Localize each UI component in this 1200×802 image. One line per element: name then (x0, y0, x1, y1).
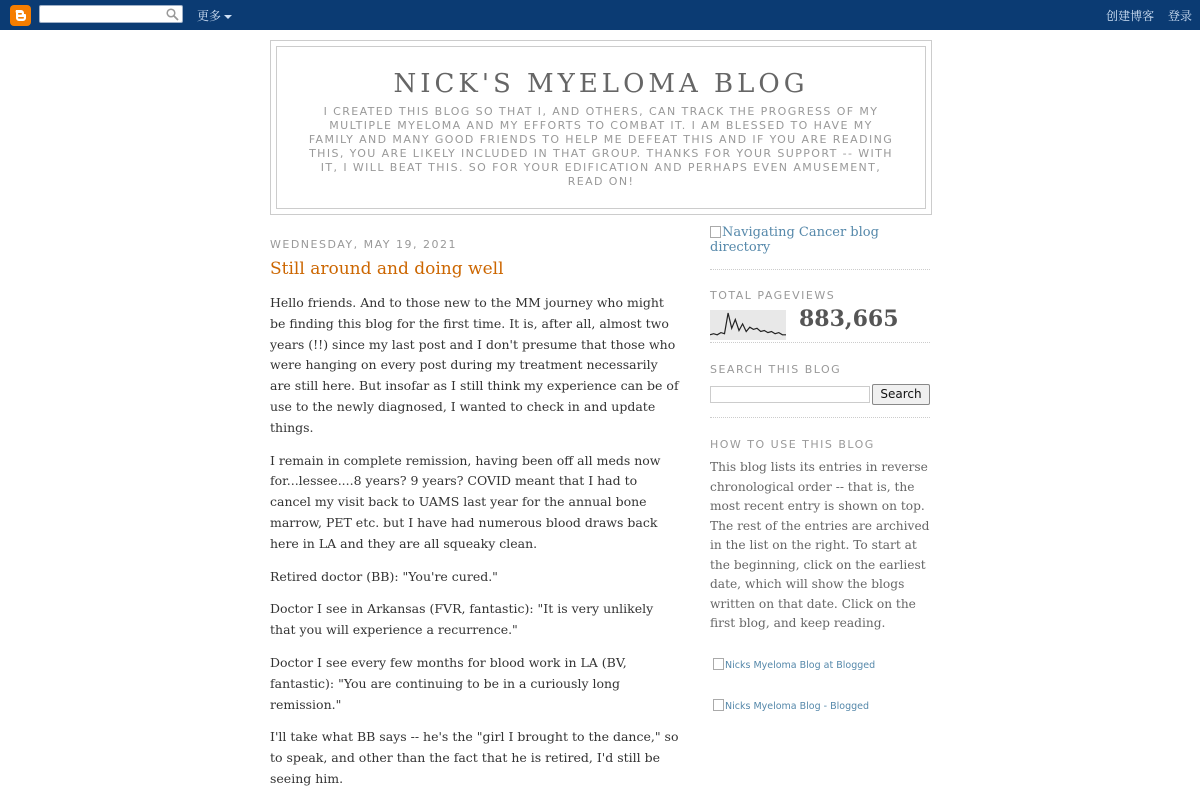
broken-image-icon (713, 658, 724, 670)
search-heading: SEARCH THIS BLOG (710, 363, 842, 376)
post-paragraph: Doctor I see in Arkansas (FVR, fantastic): "It is very unlikely that you will experience a recurrence." (270, 601, 654, 638)
broken-image-icon (713, 699, 724, 711)
sidebar (710, 224, 930, 712)
directory-link-text[interactable]: Navigating Cancer blog directory (710, 225, 879, 255)
create-blog-link[interactable]: 创建博客 (1106, 9, 1155, 23)
pageviews-heading: TOTAL PAGEVIEWS (710, 289, 836, 302)
pageviews-sparkline (710, 310, 786, 340)
navigating-cancer-directory-link[interactable] (710, 225, 930, 255)
pageviews-widget (710, 306, 930, 350)
blogged-link-2-text[interactable]: Nicks Myeloma Blog - Blogged (725, 700, 870, 712)
blogged-link-1[interactable] (710, 658, 930, 671)
howto-text: This blog lists its entries in reverse chronological order -- that is, the most recent entry is shown on top. The rest of the entries are archived in the list on the right. To start at the beginning, click on the earliest date, which will show the blogs written on that date. Click on the first blog, and keep reading. (710, 460, 930, 630)
blogged-link-1-text[interactable]: Nicks Myeloma Blog at Blogged (725, 659, 876, 671)
post-body (270, 293, 682, 790)
blog-header-inner (276, 46, 926, 209)
blog-search-input[interactable] (710, 386, 870, 403)
blogger-logo-icon[interactable] (10, 5, 31, 26)
post-paragraph: I'll take what BB says -- he's the "girl I brought to the dance," so to speak, and other than the fact that he is retired, I'd still be seeing him. (270, 729, 679, 786)
post-title[interactable]: Still around and doing well (270, 259, 504, 279)
post-paragraph: Doctor I see every few months for blood work in LA (BV, fantastic): "You are continuing to be in a curiously long remission." (270, 654, 627, 712)
howto-heading: HOW TO USE THIS BLOG (710, 438, 875, 451)
post-paragraph: Hello friends. And to those new to the MM journey who might be finding this blog for the first time. It is, after all, almost two years (!!) since my last post and I don't presume that those who were hanging on every post during my treatment necessarily are still here. But insofar as I still think my experience can be of use to the newly diagnosed, I wanted to check in and update things. (270, 295, 679, 435)
post-paragraph: Retired doctor (BB): "You're cured." (270, 568, 498, 584)
more-menu-label[interactable]: 更多 (197, 9, 222, 23)
sidebar-divider (710, 269, 930, 270)
sidebar-divider (710, 417, 930, 418)
top-navbar (0, 0, 1200, 30)
chevron-down-icon (224, 15, 232, 19)
broken-image-icon (710, 226, 721, 238)
main-column (270, 238, 682, 802)
blogged-link-2[interactable] (710, 699, 930, 712)
post-date: WEDNESDAY, MAY 19, 2021 (270, 238, 457, 251)
pageviews-count: 883,665 (799, 306, 899, 332)
blog-header (270, 40, 932, 215)
search-icon[interactable] (166, 8, 179, 21)
navbar-search-input[interactable] (39, 5, 183, 23)
blog-description: I CREATED THIS BLOG SO THAT I, AND OTHERS, CAN TRACK THE PROGRESS OF MY MULTIPLE MYELOMA AND MY EFFORTS TO COMBAT IT. I AM BLESSED TO HAVE MY FAMILY AND MANY GOOD FRIENDS TO HELP ME DEFEAT THIS AND IF YOU ARE READING THIS, YOU ARE LIKELY INCLUDED IN THAT GROUP. THANKS FOR YOUR SUPPORT -- WITH IT, I WILL BEAT THIS. SO FOR YOUR EDIFICATION AND PERHAPS EVEN AMUSEMENT, READ ON! (308, 105, 894, 188)
more-menu[interactable] (197, 7, 232, 24)
search-button[interactable]: Search (872, 384, 930, 405)
post-paragraph: I remain in complete remission, having been off all meds now for...lessee....8 years? 9 years? COVID meant that I had to cancel my visit back to UAMS last year for the annual bone marrow, PET etc. but I have had numerous blood draws back here in LA and they are all squeaky clean. (270, 452, 661, 551)
navbar-right-links (1096, 7, 1192, 24)
sign-in-link[interactable]: 登录 (1167, 9, 1192, 23)
blog-title[interactable]: NICK'S MYELOMA BLOG (393, 69, 809, 99)
blog-search-form (710, 384, 930, 408)
